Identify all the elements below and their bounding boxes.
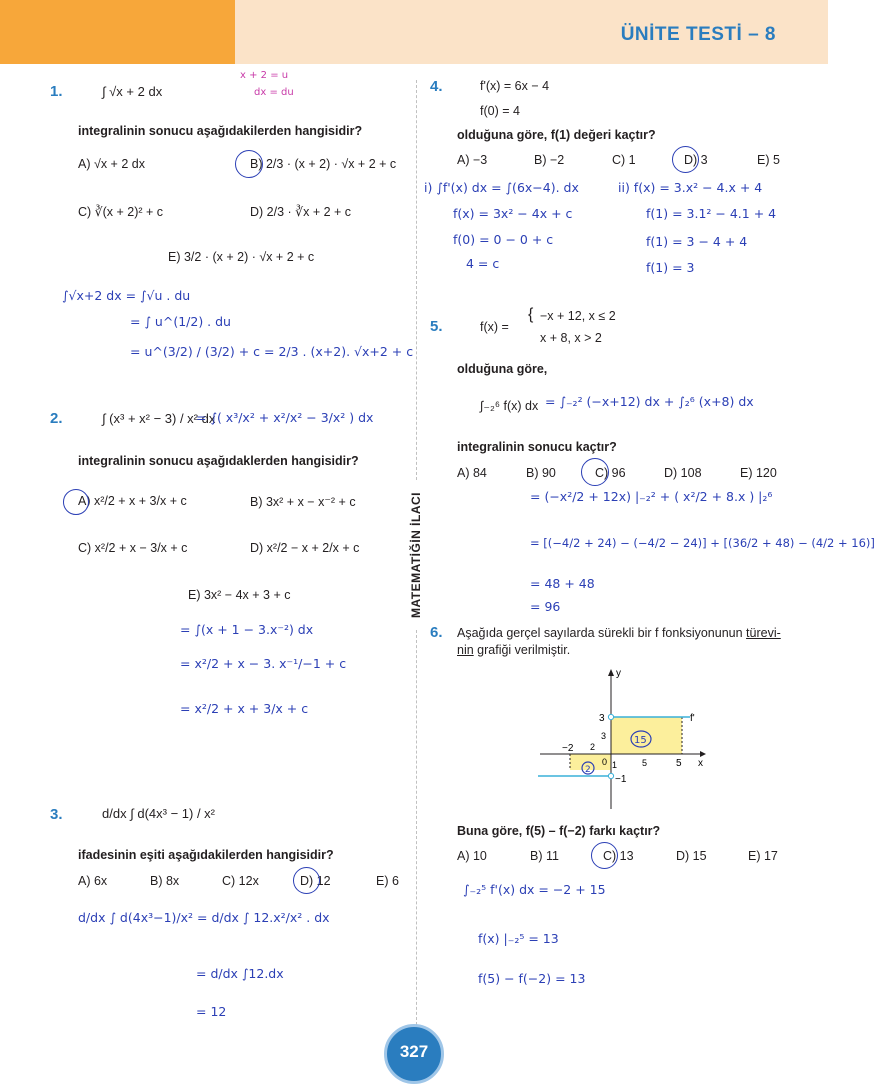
q5-option-a[interactable]: A) 84 bbox=[457, 466, 487, 480]
page-number-badge bbox=[384, 1024, 444, 1084]
brand-label: MATEMATİĞİN İLACI bbox=[409, 491, 423, 619]
q1-option-c[interactable]: C) ∛(x + 2)² + c bbox=[78, 205, 164, 219]
q1-work-line: = u^(3/2) / (3/2) + c = 2/3 . (x+2). √x+2 + c bbox=[130, 344, 414, 359]
q5-option-e[interactable]: E) 120 bbox=[740, 466, 777, 480]
q2-option-d[interactable]: D) x²/2 − x + 2/x + c bbox=[250, 541, 360, 555]
q3-expression: d/dx ∫ d(4x³ − 1) / x² bbox=[102, 806, 216, 821]
question-number: 3. bbox=[50, 806, 63, 823]
q4-option-d[interactable]: D) 3 bbox=[684, 153, 708, 167]
q4-option-a[interactable]: A) −3 bbox=[457, 153, 488, 167]
open-point bbox=[608, 773, 613, 778]
answer-circle bbox=[293, 867, 320, 894]
q1-question-text: integralinin sonucu aşağıdakilerden hangisidir? bbox=[78, 124, 363, 138]
q4-work-right: f(1) = 3 − 4 + 4 bbox=[646, 234, 748, 249]
question-number: 5. bbox=[430, 318, 443, 335]
q6-option-d[interactable]: D) 15 bbox=[676, 849, 707, 863]
q5-integral: ∫₋₂⁶ f(x) dx bbox=[480, 399, 539, 413]
q4-given-line: f'(x) = 6x − 4 bbox=[480, 79, 550, 93]
question-number: 2. bbox=[50, 410, 63, 427]
q2-integral: ∫ (x³ + x² − 3) / x² dx bbox=[102, 411, 216, 426]
q4-work-right: f(1) = 3 bbox=[646, 260, 695, 275]
q2-work-line: = ∫(x + 1 − 3.x⁻²) dx bbox=[180, 622, 314, 637]
q2-option-a[interactable]: A) x²/2 + x + 3/x + c bbox=[78, 494, 187, 508]
area-label: 15 bbox=[634, 735, 647, 746]
q4-given-line: f(0) = 4 bbox=[480, 104, 520, 118]
q5-option-d[interactable]: D) 108 bbox=[664, 466, 702, 480]
q1-option-b[interactable]: B) 2/3 · (x + 2) · √x + 2 + c bbox=[250, 157, 397, 171]
q6-text-part: grafiği verilmiştir. bbox=[473, 643, 571, 657]
q2-rewrite: = ∫( x³/x² + x²/x² − 3/x² ) dx bbox=[196, 410, 374, 425]
page-header bbox=[0, 0, 828, 64]
q1-option-d[interactable]: D) 2/3 · ∛x + 2 + c bbox=[250, 205, 352, 219]
q6-option-b[interactable]: B) 11 bbox=[530, 849, 559, 863]
q5-case-line: −x + 12, x ≤ 2 bbox=[540, 309, 616, 323]
tick-label: 0 bbox=[602, 757, 608, 767]
q6-option-e[interactable]: E) 17 bbox=[748, 849, 778, 863]
q6-question-text: Buna göre, f(5) – f(−2) farkı kaçtır? bbox=[457, 824, 661, 838]
question-number: 4. bbox=[430, 78, 443, 95]
q5-work-line: = 48 + 48 bbox=[530, 576, 595, 591]
q6-text-underlined: nin bbox=[457, 643, 474, 657]
q3-work-line: = d/dx ∫12.dx bbox=[196, 966, 284, 981]
derivative-graph bbox=[510, 664, 710, 814]
q2-work-line: = x²/2 + x − 3. x⁻¹/−1 + c bbox=[180, 656, 347, 671]
q4-question-text: olduğuna göre, f(1) değeri kaçtır? bbox=[457, 128, 656, 142]
q1-option-e[interactable]: E) 3/2 · (x + 2) · √x + 2 + c bbox=[168, 250, 315, 264]
open-point bbox=[608, 714, 613, 719]
question-number: 6. bbox=[430, 624, 443, 641]
q4-work-right: f(1) = 3.1² − 4.1 + 4 bbox=[646, 206, 777, 221]
q1-work-line: ∫√x+2 dx = ∫√u . du bbox=[62, 288, 191, 303]
column-divider bbox=[416, 80, 417, 480]
q2-work-line: = x²/2 + x + 3/x + c bbox=[180, 701, 309, 716]
q5-function-name: f(x) = bbox=[480, 320, 509, 334]
q5-work-line: = (−x²/2 + 12x) |₋₂² + ( x²/2 + 8.x ) |₂⁶ bbox=[530, 489, 773, 504]
q3-option-b[interactable]: B) 8x bbox=[150, 874, 180, 888]
area-label: 2 bbox=[585, 765, 591, 775]
q4-work-left: i) ∫f'(x) dx = ∫(6x−4). dx bbox=[424, 180, 579, 195]
q3-work-line: d/dx ∫ d(4x³−1)/x² = d/dx ∫ 12.x²/x² . dx bbox=[78, 910, 330, 925]
q3-question-text: ifadesinin eşiti aşağıdakilerden hangisidir? bbox=[78, 848, 334, 862]
header-accent bbox=[0, 0, 235, 64]
page-number: 327 bbox=[399, 1042, 429, 1061]
x-axis-arrow bbox=[700, 751, 706, 757]
q2-option-e[interactable]: E) 3x² − 4x + 3 + c bbox=[188, 588, 291, 602]
tick-label: 3 bbox=[599, 713, 605, 724]
q5-text: olduğuna göre, bbox=[457, 362, 548, 376]
q6-text-line1 bbox=[457, 626, 781, 640]
q6-text-part: Aşağıda gerçel sayılarda sürekli bir f fonksiyonunun bbox=[457, 626, 747, 640]
q6-option-a[interactable]: A) 10 bbox=[457, 849, 487, 863]
q3-option-a[interactable]: A) 6x bbox=[78, 874, 108, 888]
q1-note-line: dx = du bbox=[254, 87, 294, 98]
tick-label: 3 bbox=[601, 731, 607, 741]
column-divider bbox=[416, 630, 417, 1030]
q6-option-c[interactable]: C) 13 bbox=[603, 849, 634, 863]
q4-option-b[interactable]: B) −2 bbox=[534, 153, 565, 167]
tick-label: 1 bbox=[612, 760, 618, 770]
q3-option-c[interactable]: C) 12x bbox=[222, 874, 259, 888]
q5-work-line: = 96 bbox=[530, 599, 561, 614]
q1-option-a[interactable]: A) √x + 2 dx bbox=[78, 157, 145, 171]
q4-work-left: 4 = c bbox=[466, 256, 500, 271]
q5-option-b[interactable]: B) 90 bbox=[526, 466, 556, 480]
answer-circle bbox=[672, 146, 699, 173]
answer-circle bbox=[591, 842, 618, 869]
tick-label: 5 bbox=[676, 758, 682, 769]
q6-work-line: f(x) |₋₂⁵ = 13 bbox=[478, 931, 559, 946]
q5-work-line: = [(−4/2 + 24) − (−4/2 − 24)] + [(36/2 + 48) − (4/2 + 16)] bbox=[530, 536, 875, 550]
tick-label: −1 bbox=[615, 774, 627, 785]
q5-case-line: x + 8, x > 2 bbox=[540, 331, 602, 345]
y-axis-label: y bbox=[616, 668, 621, 679]
q3-option-e[interactable]: E) 6 bbox=[376, 874, 399, 888]
q4-work-left: f(x) = 3x² − 4x + c bbox=[453, 206, 573, 221]
brand-sidebar bbox=[407, 490, 425, 620]
q2-option-b[interactable]: B) 3x² + x − x⁻² + c bbox=[250, 495, 356, 509]
tick-label: 5 bbox=[642, 758, 648, 768]
q5-question-text: integralinin sonucu kaçtır? bbox=[457, 440, 617, 454]
q5-split: = ∫₋₂² (−x+12) dx + ∫₂⁶ (x+8) dx bbox=[545, 394, 754, 409]
question-number: 1. bbox=[50, 83, 63, 100]
q2-question-text: integralinin sonucu aşağıdaklerden hangisidir? bbox=[78, 454, 359, 468]
answer-circle bbox=[581, 458, 609, 486]
tick-label: 2 bbox=[590, 742, 596, 752]
q6-text-line2 bbox=[457, 643, 570, 657]
q5-brace: { bbox=[528, 306, 534, 323]
q1-integral: ∫ √x + 2 dx bbox=[102, 84, 163, 99]
q4-option-c[interactable]: C) 1 bbox=[612, 153, 636, 167]
y-axis-arrow bbox=[608, 669, 614, 676]
q3-work-line: = 12 bbox=[196, 1004, 227, 1019]
q2-option-c[interactable]: C) x²/2 + x − 3/x + c bbox=[78, 541, 188, 555]
q1-work-line: = ∫ u^(1/2) . du bbox=[130, 314, 231, 329]
q6-work-line: f(5) − f(−2) = 13 bbox=[478, 971, 586, 986]
fprime-label: f' bbox=[690, 713, 695, 724]
q4-option-e[interactable]: E) 5 bbox=[757, 153, 780, 167]
x-axis-label: x bbox=[698, 758, 703, 769]
q6-text-underlined: türevi- bbox=[746, 626, 781, 640]
q4-work-left: f(0) = 0 − 0 + c bbox=[453, 232, 554, 247]
tick-label: −2 bbox=[562, 743, 574, 754]
q1-note-line: x + 2 = u bbox=[240, 70, 289, 81]
answer-circle bbox=[235, 150, 263, 178]
q3-option-d[interactable]: D) 12 bbox=[300, 874, 331, 888]
answer-circle bbox=[63, 489, 89, 515]
q6-work-line: ∫₋₂⁵ f'(x) dx = −2 + 15 bbox=[463, 882, 606, 897]
q5-option-c[interactable]: C) 96 bbox=[595, 466, 626, 480]
q4-work-right: ii) f(x) = 3.x² − 4.x + 4 bbox=[618, 180, 763, 195]
unit-test-title: ÜNİTE TESTİ – 8 bbox=[620, 24, 776, 45]
